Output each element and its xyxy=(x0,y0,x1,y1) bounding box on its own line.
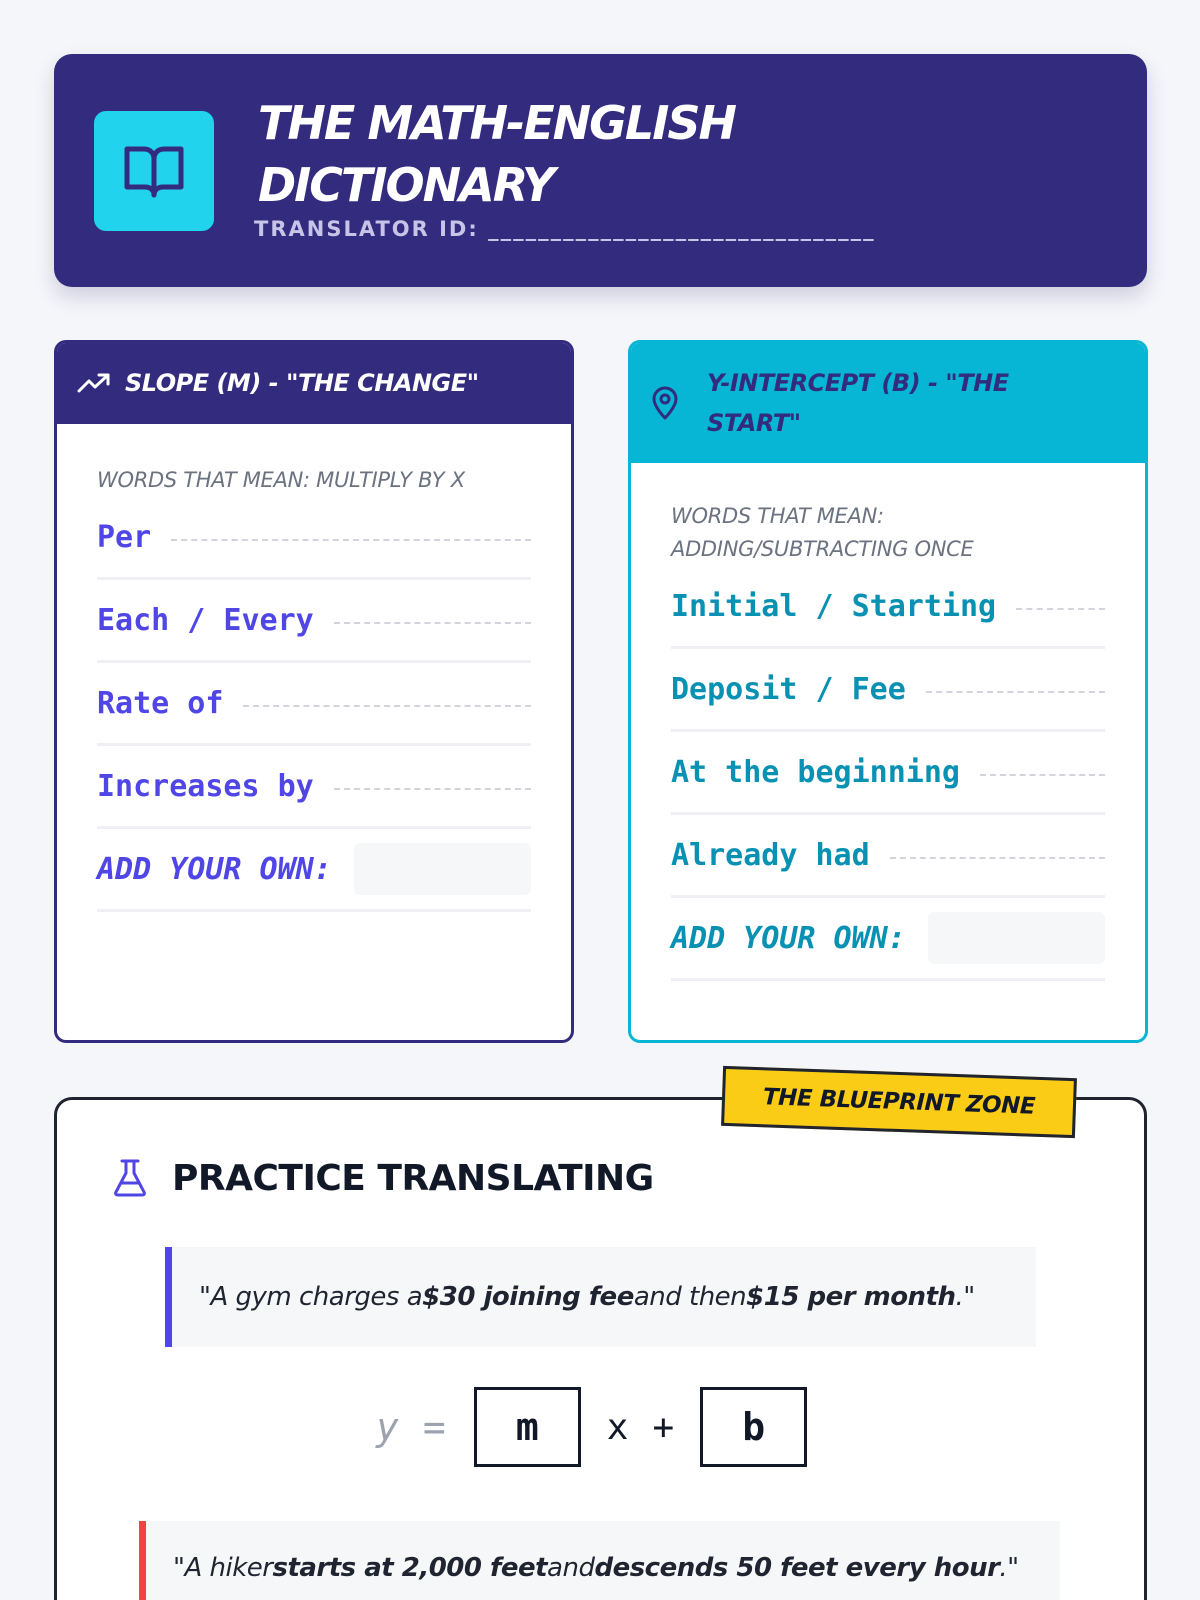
equation-equals: = xyxy=(422,1405,446,1449)
slope-card-body xyxy=(57,424,571,912)
y-intercept-card-header xyxy=(631,343,1145,463)
quote-highlight: $30 joining fee xyxy=(422,1282,634,1312)
quote-text: "A hiker xyxy=(173,1553,273,1583)
quote-text: ." xyxy=(999,1553,1019,1583)
equation-m-box[interactable]: m xyxy=(474,1387,581,1467)
quote-highlight: starts at 2,000 feet xyxy=(272,1553,548,1583)
term-label: Increases by xyxy=(97,768,314,804)
y-intercept-title-line1: Y-INTERCEPT (B) - "THE xyxy=(707,369,1009,397)
add-own-input[interactable] xyxy=(354,843,531,895)
practice-quote-1 xyxy=(165,1247,1036,1347)
y-intercept-card xyxy=(628,340,1148,1043)
dotted-leader xyxy=(1016,608,1105,610)
add-own-label: ADD YOUR OWN: xyxy=(671,920,906,956)
add-own-row xyxy=(97,829,531,912)
list-item xyxy=(671,649,1105,732)
slope-card-title: SLOPE (M) - "THE CHANGE" xyxy=(125,369,479,397)
page-title xyxy=(258,92,735,216)
list-item xyxy=(671,566,1105,649)
equation-y: y xyxy=(376,1405,399,1449)
add-own-label: ADD YOUR OWN: xyxy=(97,851,332,887)
dotted-leader xyxy=(980,774,1105,776)
y-intercept-card-title xyxy=(707,363,1009,443)
quote-text: "A gym charges a xyxy=(199,1282,423,1312)
y-intercept-title-line2: START" xyxy=(707,409,801,437)
term-label: Per xyxy=(97,519,152,555)
term-label: At the beginning xyxy=(671,754,960,790)
blueprint-zone-tag: THE BLUEPRINT ZONE xyxy=(721,1066,1077,1138)
add-own-row xyxy=(671,898,1105,981)
term-label: Each / Every xyxy=(97,602,314,638)
list-item xyxy=(97,746,531,829)
equation-b-box[interactable]: b xyxy=(700,1387,807,1467)
list-item xyxy=(97,663,531,746)
add-own-input[interactable] xyxy=(928,912,1105,964)
equation-plus: + xyxy=(652,1406,675,1448)
open-book-icon xyxy=(94,111,214,231)
list-item xyxy=(97,497,531,580)
quote-text: and xyxy=(547,1553,595,1583)
trending-up-icon xyxy=(77,363,113,403)
list-item xyxy=(671,815,1105,898)
header-banner xyxy=(54,54,1147,287)
term-label: Rate of xyxy=(97,685,224,721)
quote-highlight: descends 50 feet every hour xyxy=(594,1553,1000,1583)
dotted-leader xyxy=(890,857,1105,859)
quote-text: ." xyxy=(955,1282,975,1312)
practice-title: PRACTICE TRANSLATING xyxy=(172,1157,654,1199)
y-intercept-card-body xyxy=(631,463,1145,981)
flask-icon xyxy=(112,1156,152,1200)
dotted-leader xyxy=(334,788,531,790)
term-label: Initial / Starting xyxy=(671,588,997,624)
dotted-leader xyxy=(171,539,531,541)
words-label-line2: ADDING/SUBTRACTING ONCE xyxy=(671,537,974,561)
page-title-line2: DICTIONARY xyxy=(258,158,554,212)
y-intercept-words-label xyxy=(671,500,1105,566)
slope-card xyxy=(54,340,574,1043)
words-label-line1: WORDS THAT MEAN: xyxy=(671,504,884,528)
quote-text: and then xyxy=(633,1282,747,1312)
practice-quote-2 xyxy=(139,1521,1060,1600)
slope-intercept-equation xyxy=(376,1386,807,1468)
dotted-leader xyxy=(243,705,531,707)
list-item xyxy=(671,732,1105,815)
map-pin-icon xyxy=(651,383,687,423)
slope-card-header xyxy=(57,343,571,424)
dotted-leader xyxy=(334,622,531,624)
quote-highlight: $15 per month xyxy=(746,1282,956,1312)
translator-id-field[interactable]: TRANSLATOR ID: _______________________________ xyxy=(254,217,876,241)
practice-heading xyxy=(112,1156,654,1200)
dotted-leader xyxy=(926,691,1105,693)
slope-words-label: WORDS THAT MEAN: MULTIPLY BY X xyxy=(97,468,465,492)
term-label: Already had xyxy=(671,837,870,873)
equation-x: x xyxy=(606,1406,629,1448)
page-title-line1: THE MATH-ENGLISH xyxy=(258,96,735,150)
list-item xyxy=(97,580,531,663)
term-label: Deposit / Fee xyxy=(671,671,906,707)
